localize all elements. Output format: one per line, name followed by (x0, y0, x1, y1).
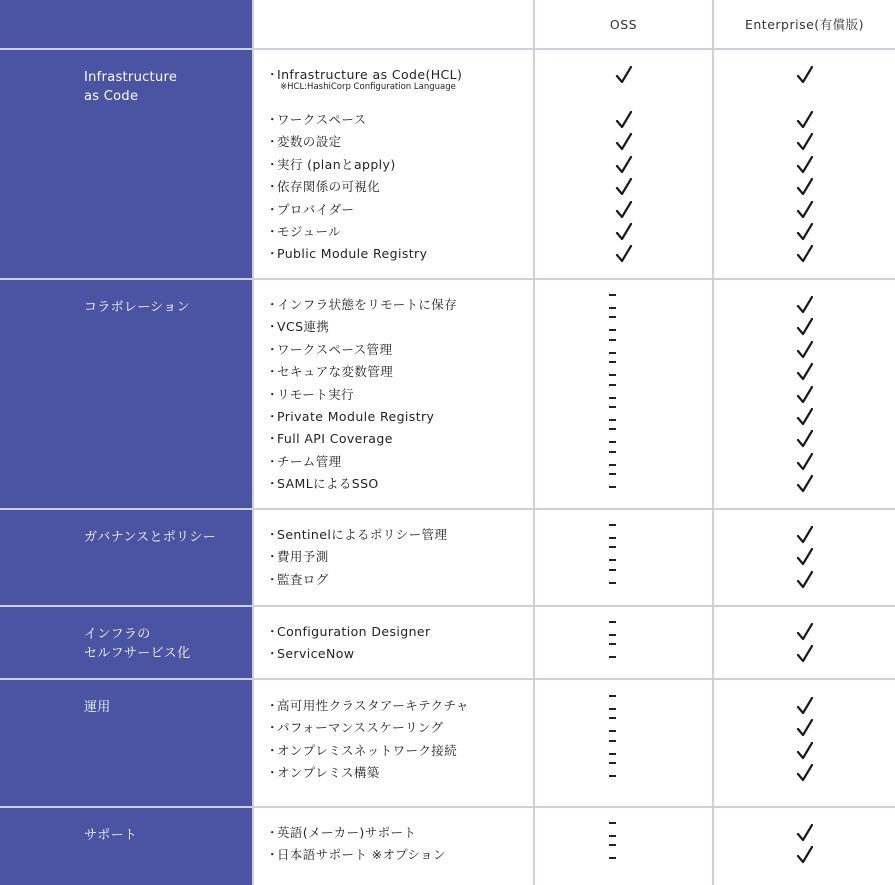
bullet-mark: ・ (266, 224, 279, 239)
feature-label (266, 643, 354, 665)
header-oss (535, 0, 712, 48)
feature-cell (254, 50, 533, 278)
feature-text: リモート実行 (277, 386, 354, 402)
feature-text: チーム管理 (277, 453, 342, 469)
feature-cell (254, 280, 533, 508)
category-label: ガバナンスとポリシー (84, 530, 216, 545)
oss-cell (535, 510, 712, 605)
oss-dash-icon (609, 695, 616, 697)
oss-check-icon (609, 243, 639, 265)
oss-dash-icon (609, 546, 616, 548)
feature-text: Full API Coverage (277, 431, 393, 447)
dash-mark (609, 559, 616, 561)
feature-label (266, 243, 427, 265)
feature-label (266, 384, 354, 406)
category-cell (0, 808, 252, 885)
feature-cell (254, 808, 533, 885)
feature-text: 費用予測 (277, 549, 329, 565)
feature-text: 依存関係の可視化 (277, 179, 381, 195)
feature-cell (254, 680, 533, 806)
enterprise-check-icon (790, 428, 820, 450)
oss-cell (535, 607, 712, 678)
feature-label (266, 176, 380, 198)
feature-label (266, 316, 329, 338)
dash-mark (609, 486, 616, 488)
enterprise-check-icon (790, 740, 820, 762)
category-label: インフラの セルフサービス化 (84, 627, 191, 661)
bullet-mark: ・ (266, 453, 279, 469)
feature-row (254, 740, 533, 762)
oss-dash-icon (609, 621, 616, 623)
category-cell (0, 607, 252, 678)
oss-dash-icon (609, 406, 616, 408)
feature-label (266, 339, 392, 361)
dash-mark (609, 708, 616, 710)
enterprise-check-icon (790, 316, 820, 338)
bullet-mark: ・ (266, 341, 279, 357)
dash-mark (609, 634, 616, 636)
feature-row (254, 131, 533, 153)
enterprise-check-icon (790, 221, 820, 243)
feature-row (254, 822, 533, 844)
bullet-mark: ・ (266, 847, 279, 863)
enterprise-check-icon (790, 243, 820, 265)
dash-mark (609, 537, 616, 539)
oss-check-icon (609, 199, 639, 221)
feature-text: オンプレミス構築 (277, 765, 380, 781)
bullet-mark: ・ (266, 386, 279, 402)
category-label: 運用 (84, 700, 111, 715)
feature-row (254, 844, 533, 866)
enterprise-check-icon (790, 64, 820, 86)
header-blank (254, 0, 533, 48)
feature-label (266, 428, 393, 450)
feature-text: 日本語サポート ※オプション (277, 847, 446, 863)
enterprise-check-icon (790, 473, 820, 495)
feature-label (266, 451, 342, 473)
bullet-mark: ・ (266, 409, 279, 424)
category-cell (0, 50, 252, 278)
bullet-mark: ・ (266, 476, 279, 492)
bullet-mark: ・ (266, 246, 279, 262)
enterprise-check-icon (790, 844, 820, 866)
feature-row (254, 451, 533, 473)
oss-check-icon (609, 109, 639, 131)
dash-mark (609, 464, 616, 466)
feature-label (266, 361, 393, 383)
feature-row (254, 176, 533, 198)
oss-dash-icon (609, 294, 616, 296)
feature-text: 実行 (planとapply) (277, 156, 396, 172)
enterprise-check-icon (790, 695, 820, 717)
feature-label (266, 546, 329, 568)
category-label: サポート (84, 828, 138, 843)
enterprise-check-icon (790, 643, 820, 665)
enterprise-check-icon (790, 131, 820, 153)
feature-text: オンプレミスネットワーク接続 (277, 742, 458, 758)
dash-mark (609, 775, 616, 777)
feature-text: ワークスペース管理 (277, 341, 393, 357)
feature-text: VCS連携 (277, 319, 330, 335)
category-label: コラボレーション (84, 300, 190, 315)
enterprise-check-icon (790, 361, 820, 383)
feature-text: Sentinelによるポリシー管理 (277, 527, 448, 542)
enterprise-cell (714, 50, 895, 278)
feature-label (266, 844, 446, 866)
category-cell (0, 680, 252, 806)
feature-row (254, 361, 533, 383)
feature-label (266, 524, 447, 546)
enterprise-check-icon (790, 451, 820, 473)
oss-dash-icon (609, 451, 616, 453)
oss-dash-icon (609, 428, 616, 430)
feature-text: 監査ログ (277, 571, 329, 587)
bullet-mark: ・ (266, 156, 279, 172)
enterprise-cell (714, 607, 895, 678)
enterprise-check-icon (790, 384, 820, 406)
bullet-mark: ・ (266, 765, 279, 781)
bullet-mark: ・ (266, 431, 279, 447)
dash-mark (609, 374, 616, 376)
feature-row (254, 109, 533, 131)
bullet-mark: ・ (266, 527, 279, 542)
feature-row (254, 294, 533, 316)
oss-dash-icon (609, 361, 616, 363)
bullet-mark: ・ (266, 364, 279, 380)
dash-mark (609, 582, 616, 584)
feature-row (254, 384, 533, 406)
feature-row (254, 569, 533, 591)
feature-row (254, 695, 533, 717)
enterprise-check-icon (790, 199, 820, 221)
oss-dash-icon (609, 844, 616, 846)
enterprise-check-icon (790, 717, 820, 739)
bullet-mark: ・ (266, 624, 279, 639)
enterprise-cell (714, 280, 895, 508)
feature-label (266, 294, 457, 316)
enterprise-check-icon (790, 294, 820, 316)
bullet-mark: ・ (266, 134, 279, 150)
enterprise-check-icon (790, 762, 820, 784)
feature-row (254, 643, 533, 665)
bullet-mark: ・ (266, 742, 279, 758)
feature-row (254, 221, 533, 243)
oss-dash-icon (609, 762, 616, 764)
feature-text: インフラ状態をリモートに保存 (277, 297, 458, 312)
bullet-mark: ・ (266, 67, 279, 82)
oss-dash-icon (609, 569, 616, 571)
feature-label (266, 473, 379, 495)
feature-label (266, 569, 329, 591)
oss-dash-icon (609, 524, 616, 526)
bullet-mark: ・ (266, 571, 279, 587)
feature-row (254, 428, 533, 450)
feature-label (266, 822, 416, 844)
feature-text: ワークスペース (277, 112, 367, 127)
feature-note: ※HCL:HashiCorp Configuration Language (280, 82, 456, 92)
feature-row (254, 546, 533, 568)
header-enterprise-label: Enterprise(有償版) (744, 17, 865, 32)
feature-label (266, 762, 380, 784)
dash-mark (609, 352, 616, 354)
enterprise-check-icon (790, 109, 820, 131)
dash-mark (609, 307, 616, 309)
feature-cell (254, 607, 533, 678)
feature-row (254, 243, 533, 265)
oss-cell (535, 680, 712, 806)
feature-label (266, 199, 354, 221)
feature-label (266, 131, 342, 153)
header-oss-label: OSS (609, 16, 638, 32)
feature-cell (254, 510, 533, 605)
bullet-mark: ・ (266, 319, 279, 335)
feature-row (254, 762, 533, 784)
oss-dash-icon (609, 740, 616, 742)
enterprise-cell (714, 680, 895, 806)
dash-mark (609, 857, 616, 859)
bullet-mark: ・ (266, 646, 279, 662)
feature-text: パフォーマンススケーリング (277, 720, 444, 736)
feature-row (254, 154, 533, 176)
oss-check-icon (609, 154, 639, 176)
feature-label (266, 621, 431, 643)
enterprise-check-icon (790, 621, 820, 643)
feature-text: 高可用性クラスタアーキテクチャ (277, 698, 469, 713)
feature-row (254, 524, 533, 546)
bullet-mark: ・ (266, 297, 279, 312)
feature-label (266, 109, 367, 131)
feature-text: セキュアな変数管理 (277, 364, 394, 380)
feature-text: SAMLによるSSO (277, 476, 379, 492)
dash-mark (609, 656, 616, 658)
oss-cell (535, 50, 712, 278)
feature-row (254, 473, 533, 495)
feature-text: Public Module Registry (277, 246, 428, 262)
feature-row (254, 717, 533, 739)
category-cell (0, 280, 252, 508)
feature-row (254, 621, 533, 643)
feature-row (254, 64, 533, 92)
header-corner (0, 0, 252, 48)
feature-row (254, 406, 533, 428)
oss-dash-icon (609, 316, 616, 318)
oss-check-icon (609, 131, 639, 153)
feature-label (266, 740, 457, 762)
dash-mark (609, 419, 616, 421)
feature-label (266, 717, 443, 739)
category-label: Infrastructure as Code (84, 70, 178, 104)
oss-dash-icon (609, 473, 616, 475)
bullet-mark: ・ (266, 720, 279, 736)
feature-row (254, 199, 533, 221)
dash-mark (609, 441, 616, 443)
feature-text: プロバイダー (277, 201, 355, 217)
feature-row (254, 316, 533, 338)
enterprise-check-icon (790, 154, 820, 176)
bullet-mark: ・ (266, 825, 279, 840)
dash-mark (609, 753, 616, 755)
oss-check-icon (609, 176, 639, 198)
feature-row (254, 339, 533, 361)
oss-cell (535, 280, 712, 508)
enterprise-cell (714, 808, 895, 885)
enterprise-check-icon (790, 569, 820, 591)
feature-text: 英語(メーカー)サポート (277, 825, 417, 840)
oss-dash-icon (609, 717, 616, 719)
bullet-mark: ・ (266, 112, 279, 127)
bullet-mark: ・ (266, 201, 279, 217)
feature-text: 変数の設定 (277, 134, 342, 150)
enterprise-check-icon (790, 339, 820, 361)
dash-mark (609, 329, 616, 331)
feature-label (266, 695, 469, 717)
category-cell (0, 510, 252, 605)
feature-label (266, 221, 341, 243)
oss-check-icon (609, 64, 639, 86)
oss-dash-icon (609, 822, 616, 824)
feature-text: ServiceNow (277, 646, 355, 662)
enterprise-check-icon (790, 524, 820, 546)
oss-dash-icon (609, 339, 616, 341)
bullet-mark: ・ (266, 549, 279, 565)
oss-cell (535, 808, 712, 885)
enterprise-check-icon (790, 406, 820, 428)
dash-mark (609, 730, 616, 732)
enterprise-check-icon (790, 546, 820, 568)
oss-check-icon (609, 221, 639, 243)
feature-label (266, 406, 434, 428)
oss-dash-icon (609, 384, 616, 386)
feature-label (266, 154, 396, 176)
feature-text: Private Module Registry (277, 409, 435, 424)
enterprise-check-icon (790, 822, 820, 844)
feature-text: Infrastructure as Code(HCL) (277, 67, 463, 82)
dash-mark (609, 397, 616, 399)
feature-text: Configuration Designer (277, 624, 431, 639)
header-enterprise (714, 0, 895, 48)
bullet-mark: ・ (266, 698, 279, 713)
oss-dash-icon (609, 643, 616, 645)
feature-text: モジュール (277, 224, 342, 239)
enterprise-cell (714, 510, 895, 605)
enterprise-check-icon (790, 176, 820, 198)
bullet-mark: ・ (266, 179, 279, 195)
dash-mark (609, 835, 616, 837)
